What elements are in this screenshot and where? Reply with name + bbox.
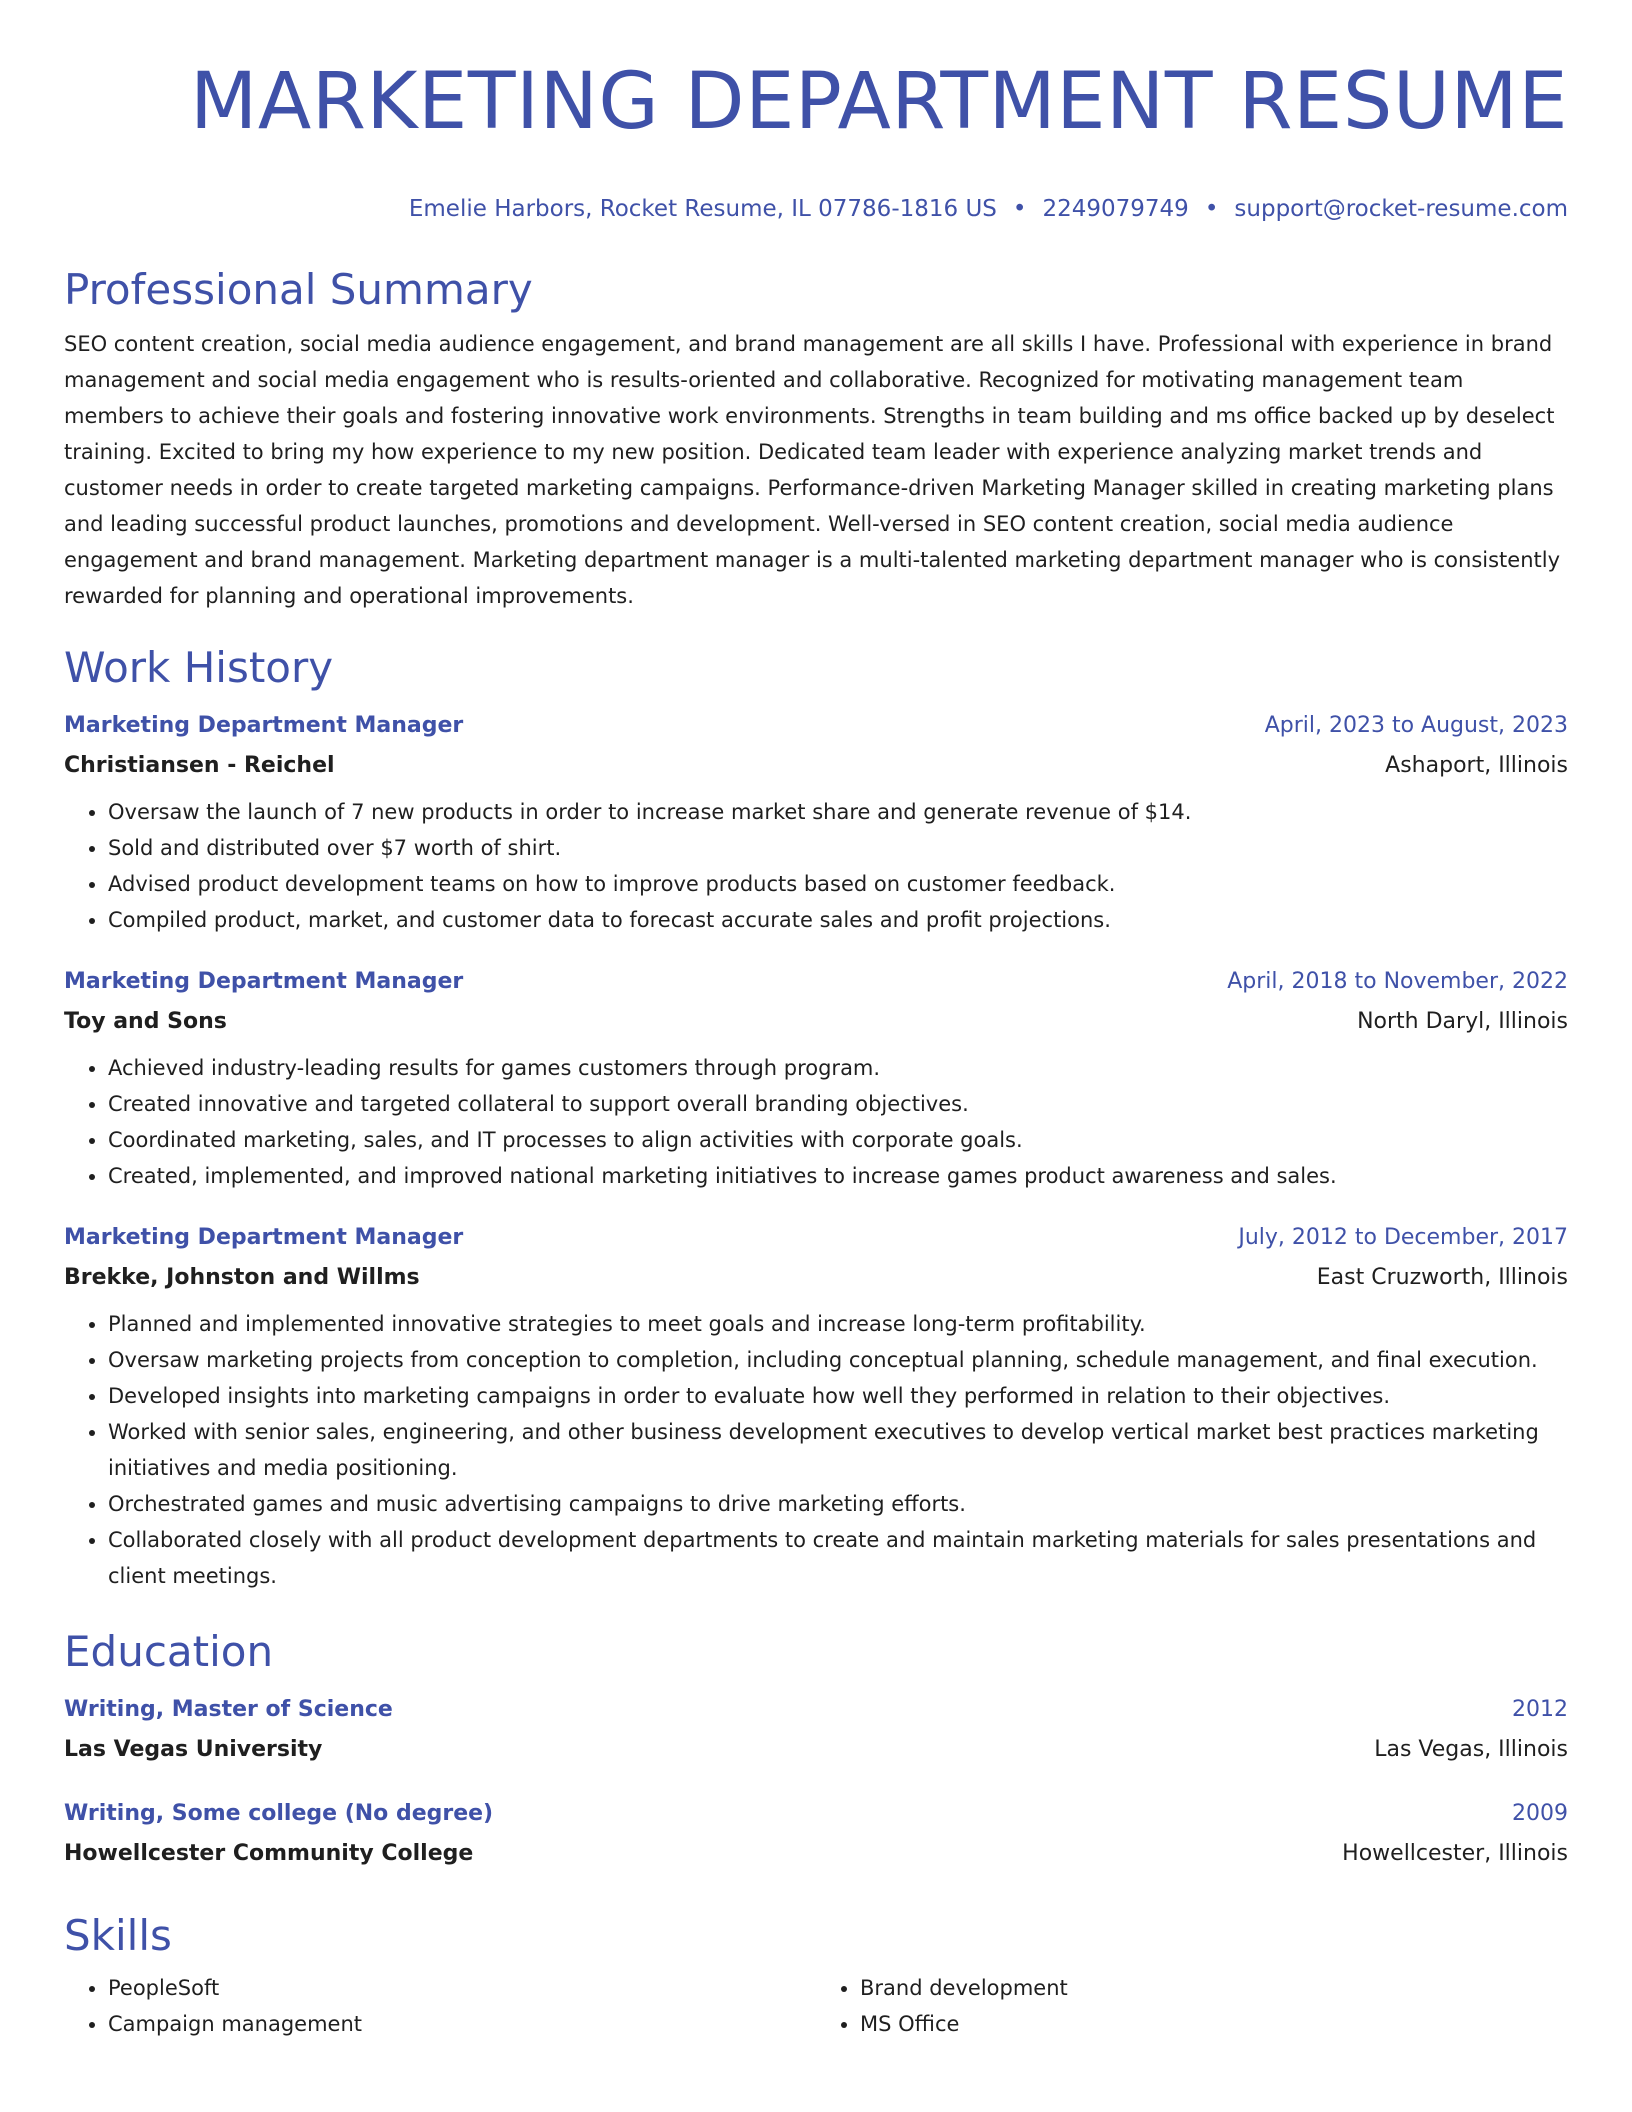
skills-grid	[64, 1970, 1568, 2042]
job-bullet: • Planned and implemented innovative strategies to meet goals and increase long-term profitability.	[108, 1306, 1568, 1342]
job-bullet: • Oversaw marketing projects from conception to completion, including conceptual planning, schedule management, and final execution.	[108, 1342, 1568, 1378]
skill-item: • MS Office	[860, 2006, 1568, 2042]
job-location: North Daryl, Illinois	[1357, 1009, 1568, 1034]
job-location: East Cruzworth, Illinois	[1316, 1265, 1568, 1290]
job-bullet: • Worked with senior sales, engineering, and other business development executives to develop vertical market best practices marketing initiatives and media positioning.	[108, 1414, 1568, 1486]
resume-header	[64, 50, 1568, 224]
job-bullet: • Advised product development teams on how to improve products based on customer feedback.	[108, 866, 1568, 902]
skill-item: • Campaign management	[108, 2006, 816, 2042]
education-entry	[64, 1690, 1568, 1770]
job-bullet: • Oversaw the launch of 7 new products in order to increase market share and generate revenue of $14.	[108, 794, 1568, 830]
job-company: Toy and Sons	[64, 1009, 227, 1034]
job-bullets	[64, 1306, 1568, 1594]
contact-separator: •	[1012, 196, 1027, 222]
job-role: Marketing Department Manager	[64, 969, 464, 994]
section-heading-summary: Professional Summary	[64, 265, 533, 314]
job-company: Christiansen - Reichel	[64, 753, 335, 778]
education-school: Las Vegas University	[64, 1737, 323, 1762]
job-bullets	[64, 1050, 1568, 1194]
job-bullet: • Achieved industry-leading results for games customers through program.	[108, 1050, 1568, 1086]
job-bullet: • Created innovative and targeted collateral to support overall branding objectives.	[108, 1086, 1568, 1122]
job-dates: April, 2023 to August, 2023	[1264, 713, 1568, 738]
job-role: Marketing Department Manager	[64, 1225, 464, 1250]
page-title: MARKETING DEPARTMENT RESUME	[190, 57, 1568, 147]
job-dates: July, 2012 to December, 2017	[1238, 1225, 1568, 1250]
job-company: Brekke, Johnston and Willms	[64, 1265, 420, 1290]
education-degree: Writing, Master of Science	[64, 1697, 393, 1722]
job-entry	[64, 962, 1568, 1194]
education-year: 2012	[1512, 1697, 1568, 1722]
contact-address: Emelie Harbors, Rocket Resume, IL 07786-1816 US	[408, 196, 997, 222]
section-heading-education: Education	[64, 1627, 274, 1676]
section-heading-skills: Skills	[64, 1911, 172, 1960]
education-entry	[64, 1794, 1568, 1874]
skills-list-right	[816, 1970, 1568, 2042]
skills-list-left	[64, 1970, 816, 2042]
job-entry	[64, 706, 1568, 938]
education-location: Las Vegas, Illinois	[1374, 1737, 1568, 1762]
skill-item: • PeopleSoft	[108, 1970, 816, 2006]
job-bullet: • Compiled product, market, and customer data to forecast accurate sales and profit projections.	[108, 902, 1568, 938]
job-bullets	[64, 794, 1568, 938]
contact-separator: •	[1204, 196, 1219, 222]
work-history-section	[64, 640, 1568, 1594]
job-bullet: • Developed insights into marketing campaigns in order to evaluate how well they performed in relation to their objectives.	[108, 1378, 1568, 1414]
summary-text: SEO content creation, social media audience engagement, and brand management are all skills I have. Professional with experience in brand management and social media engagement who is results-oriented and collaborative. Recognized for motivating management team members to achieve their goals and fostering innovative work environments. Strengths in team building and ms office backed up by deselect training. Excited to bring my how experience to my new position. Dedicated team leader with experience analyzing market trends and customer needs in order to create targeted marketing campaigns. Performance-driven Marketing Manager skilled in creating marketing plans and leading successful product launches, promotions and development. Well-versed in SEO content creation, social media audience engagement and brand management. Marketing department manager is a multi-talented marketing department manager who is consistently rewarded for planning and operational improvements.	[64, 332, 1560, 608]
job-bullet: • Created, implemented, and improved national marketing initiatives to increase games product awareness and sales.	[108, 1158, 1568, 1194]
job-bullet: • Orchestrated games and music advertising campaigns to drive marketing efforts.	[108, 1486, 1568, 1522]
job-role: Marketing Department Manager	[64, 713, 464, 738]
education-location: Howellcester, Illinois	[1342, 1841, 1568, 1866]
education-school: Howellcester Community College	[64, 1841, 474, 1866]
section-heading-work-history: Work History	[64, 643, 334, 692]
job-bullet: • Coordinated marketing, sales, and IT processes to align activities with corporate goals.	[108, 1122, 1568, 1158]
job-location: Ashaport, Illinois	[1385, 753, 1568, 778]
skills-section	[64, 1908, 1568, 2042]
education-year: 2009	[1512, 1801, 1568, 1826]
contact-email: support@rocket-resume.com	[1234, 196, 1568, 222]
contact-line	[64, 194, 1568, 224]
job-bullet: • Collaborated closely with all product development departments to create and maintain marketing materials for sales presentations and client meetings.	[108, 1522, 1568, 1594]
education-degree: Writing, Some college (No degree)	[64, 1801, 494, 1826]
education-section	[64, 1624, 1568, 1874]
skill-item: • Brand development	[860, 1970, 1568, 2006]
contact-phone: 2249079749	[1042, 196, 1189, 222]
job-dates: April, 2018 to November, 2022	[1227, 969, 1568, 994]
job-entry	[64, 1218, 1568, 1594]
job-bullet: • Sold and distributed over $7 worth of shirt.	[108, 830, 1568, 866]
professional-summary-section	[64, 262, 1568, 614]
